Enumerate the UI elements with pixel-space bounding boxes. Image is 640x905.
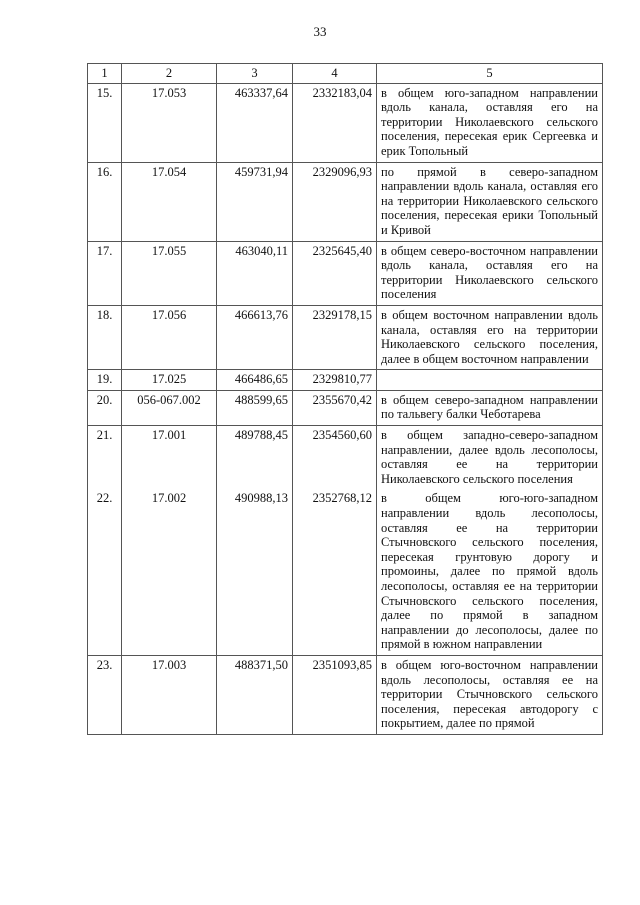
point-id: 17.025 (122, 370, 217, 391)
row-number: 23. (88, 655, 122, 734)
coordinate-y: 2332183,04 (293, 83, 377, 162)
row-number: 15. (88, 83, 122, 162)
boundary-description: в общем юго-юго-западном направлении вдоль лесополосы, оставляя ее на территории Стычновского сельского поселения, пересекая грунтовую дорогу и промоины, далее по прямой вдоль лесополосы, оставляя ее на территории Стычновского сельского поселения, далее по прямой в западном направлении до лесополосы, далее по прямой в южном направлении (377, 489, 603, 655)
column-header-number: 1 (88, 64, 122, 84)
table-row (88, 370, 603, 391)
row-number: 21. (88, 426, 122, 490)
coordinate-y: 2354560,60 (293, 426, 377, 490)
coordinate-y: 2355670,42 (293, 390, 377, 425)
point-id: 17.056 (122, 305, 217, 369)
boundary-description (377, 370, 603, 391)
coordinate-y: 2352768,12 (293, 489, 377, 655)
point-id: 17.053 (122, 83, 217, 162)
coordinate-x: 490988,13 (217, 489, 293, 655)
coordinate-y: 2325645,40 (293, 241, 377, 305)
point-id: 17.003 (122, 655, 217, 734)
coordinate-x: 488599,65 (217, 390, 293, 425)
boundary-description: по прямой в северо-западном направлении вдоль канала, оставляя его на территории Николаевского сельского поселения, пересекая ерики Топольный и Кривой (377, 162, 603, 241)
table-row (88, 305, 603, 369)
point-id: 17.002 (122, 489, 217, 655)
point-id: 17.055 (122, 241, 217, 305)
boundary-description: в общем юго-западном направлении вдоль канала, оставляя его на территории Николаевского сельского поселения, пересекая ерик Сергеевка и ерик Топольный (377, 83, 603, 162)
column-header-x: 3 (217, 64, 293, 84)
table-row (88, 83, 603, 162)
table-row (88, 241, 603, 305)
row-number: 19. (88, 370, 122, 391)
coordinate-x: 466486,65 (217, 370, 293, 391)
coordinate-x: 463337,64 (217, 83, 293, 162)
row-number: 18. (88, 305, 122, 369)
boundary-description: в общем восточном направлении вдоль канала, оставляя его на территории Николаевского сельского поселения, далее в общем восточном направлении (377, 305, 603, 369)
coordinate-y: 2329810,77 (293, 370, 377, 391)
point-id: 17.001 (122, 426, 217, 490)
point-id: 17.054 (122, 162, 217, 241)
column-header-y: 4 (293, 64, 377, 84)
table-row (88, 655, 603, 734)
coordinate-x: 488371,50 (217, 655, 293, 734)
coordinate-y: 2329096,93 (293, 162, 377, 241)
coordinate-x: 466613,76 (217, 305, 293, 369)
boundary-description: в общем юго-восточном направлении вдоль лесополосы, оставляя ее на территории Стычновского сельского поселения, пересекая автодорогу с покрытием, далее по прямой (377, 655, 603, 734)
point-id: 056-067.002 (122, 390, 217, 425)
coordinate-x: 489788,45 (217, 426, 293, 490)
page-number: 33 (313, 24, 327, 39)
coordinate-y: 2329178,15 (293, 305, 377, 369)
table-row (88, 426, 603, 490)
column-header-point: 2 (122, 64, 217, 84)
boundary-points-table (87, 63, 603, 735)
coordinate-x: 463040,11 (217, 241, 293, 305)
column-header-description: 5 (377, 64, 603, 84)
row-number: 17. (88, 241, 122, 305)
boundary-description: в общем северо-восточном направлении вдоль канала, оставляя его на территории Николаевского сельского поселения (377, 241, 603, 305)
row-number: 16. (88, 162, 122, 241)
row-number: 20. (88, 390, 122, 425)
boundary-description: в общем северо-западном направлении по тальвегу балки Чеботарева (377, 390, 603, 425)
row-number: 22. (88, 489, 122, 655)
table-header-row (88, 64, 603, 84)
table-row (88, 489, 603, 655)
coordinate-y: 2351093,85 (293, 655, 377, 734)
coordinate-x: 459731,94 (217, 162, 293, 241)
table-row (88, 162, 603, 241)
table-row (88, 390, 603, 425)
boundary-description: в общем западно-северо-западном направлении, далее вдоль лесополосы, оставляя ее на территории Николаевского сельского поселения (377, 426, 603, 490)
